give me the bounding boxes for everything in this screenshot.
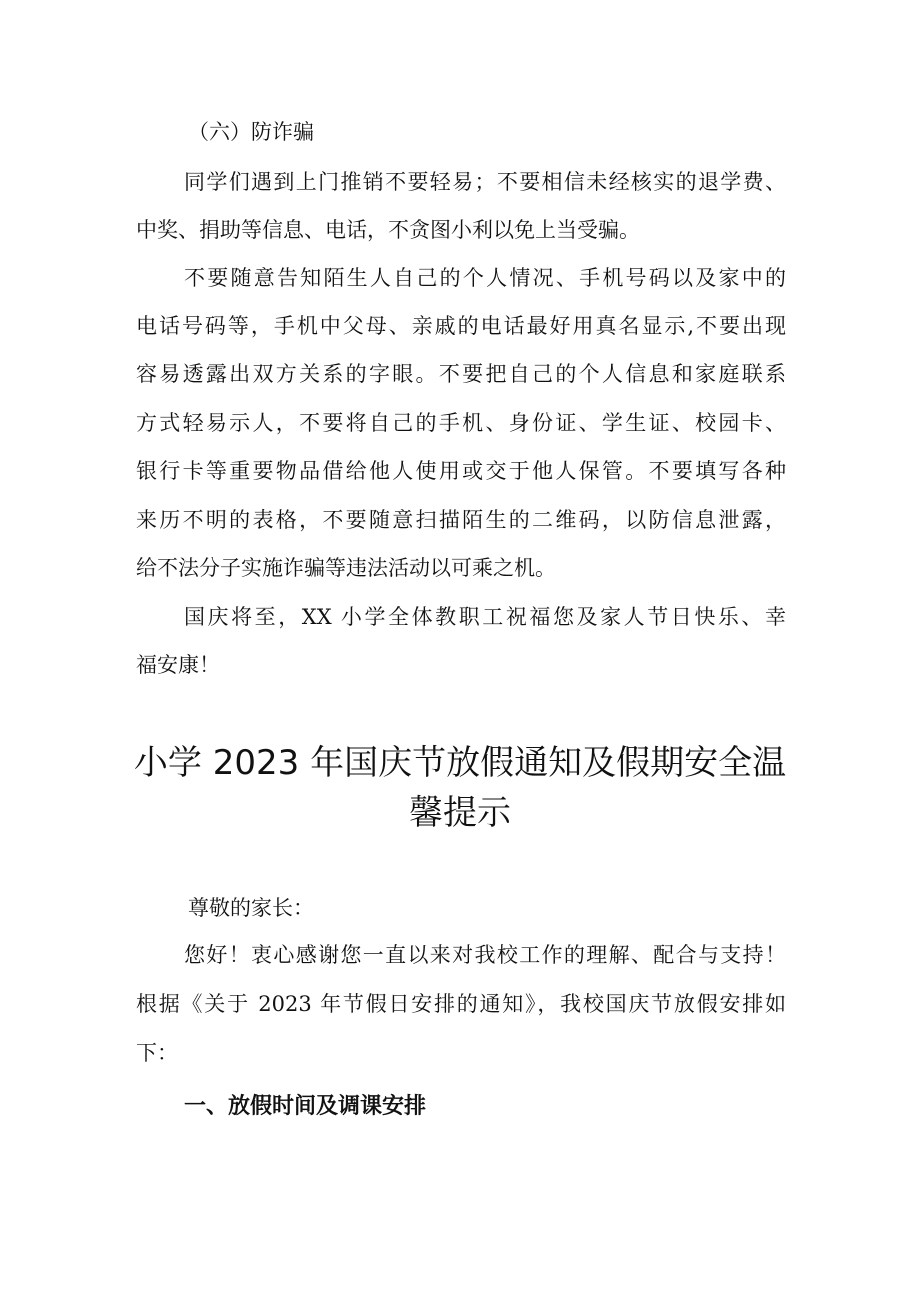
paragraph-line: 银行卡等重要物品借给他人使用或交于他人保管。不要填写各种: [136, 459, 786, 483]
paragraph-line: 来历不明的表格，不要随意扫描陌生的二维码，以防信息泄露，: [136, 508, 786, 532]
section-heading: 一、放假时间及调课安排: [184, 1094, 427, 1119]
paragraph-line: 方式轻易示人，不要将自己的手机、身份证、学生证、校园卡、: [136, 411, 786, 435]
paragraph-line: 容易透露出双方关系的字眼。不要把自己的个人信息和家庭联系: [136, 362, 786, 386]
paragraph-line: 下：: [136, 1041, 178, 1065]
paragraph-line: 电话号码等，手机中父母、亲戚的电话最好用真名显示,不要出现: [136, 314, 786, 338]
salutation: 尊敬的家长：: [188, 896, 314, 920]
paragraph-line: 您好！衷心感谢您一直以来对我校工作的理解、配合与支持！: [184, 943, 786, 967]
paragraph-line: 福安康！: [136, 653, 220, 677]
paragraph-line: 给不法分子实施诈骗等违法活动以可乘之机。: [136, 556, 556, 580]
notice-title-line-1: 小学 2023 年国庆节放假通知及假期安全温: [133, 743, 787, 783]
paragraph-line: 国庆将至，XX 小学全体教职工祝福您及家人节日快乐、幸: [184, 605, 786, 629]
paragraph-line: 同学们遇到上门推销不要轻易；不要相信未经核实的退学费、: [184, 170, 786, 194]
paragraph-line: 根据《关于 2023 年节假日安排的通知》，我校国庆节放假安排如: [136, 992, 786, 1016]
paragraph-line: 不要随意告知陌生人自己的个人情况、手机号码以及家中的: [184, 266, 786, 290]
paragraph-line: 中奖、捐助等信息、电话，不贪图小利以免上当受骗。: [136, 218, 640, 242]
notice-title-line-2: 馨提示: [409, 793, 511, 833]
section-subheading: （六）防诈骗: [188, 120, 314, 144]
